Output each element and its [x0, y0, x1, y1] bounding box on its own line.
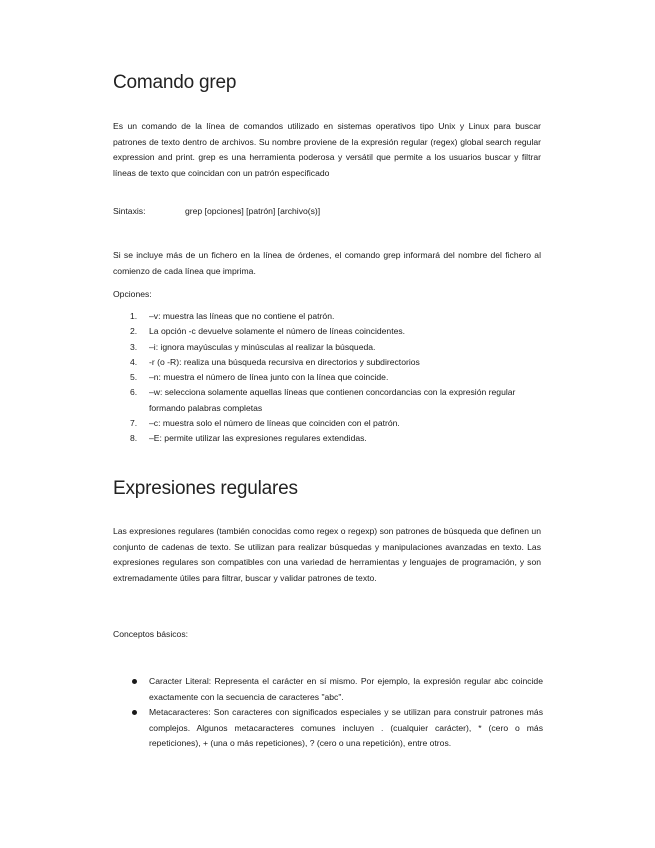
- list-item: [113, 324, 543, 339]
- bullet-icon: [132, 710, 137, 715]
- bullet-text: Metacaracteres: Son caracteres con significados especiales y se utilizan para construir patrones más complejos. Algunos metacaracteres comunes incluyen . (cualquier carácter), * (cero o más repeticiones), + (una o más repeticiones), ? (cero o una repetición), entre otros.: [149, 707, 543, 749]
- list-number: 4.: [130, 356, 138, 367]
- list-number: 6.: [130, 387, 138, 398]
- syntax-value: grep [opciones] [patrón] [archivo(s)]: [185, 206, 321, 216]
- list-item: [113, 370, 543, 385]
- list-number: 3.: [130, 341, 138, 352]
- bullet-text: Caracter Literal: Representa el carácter en sí mismo. Por ejemplo, la expresión regular abc coincide exactamente con la secuencia de caracteres "abc".: [149, 676, 543, 702]
- option-text: –n: muestra el número de línea junto con la línea que coincide.: [149, 372, 389, 383]
- list-number: 2.: [130, 326, 138, 337]
- option-text: –v: muestra las líneas que no contiene el patrón.: [149, 311, 335, 321]
- list-number: 1.: [130, 311, 138, 321]
- basics-list: [113, 674, 543, 752]
- syntax-label: Sintaxis:: [113, 206, 146, 216]
- list-item: [113, 309, 543, 324]
- section-title-regex: Expresiones regulares: [113, 478, 298, 499]
- option-text: –w: selecciona solamente aquellas líneas que contienen concordancias con la expresión regular formando palabras completas: [149, 387, 516, 413]
- list-item: [113, 385, 543, 416]
- list-item: [113, 355, 543, 370]
- options-label: Opciones:: [113, 289, 152, 299]
- regex-intro-paragraph: Las expresiones regulares (también conocidas como regex o regexp) son patrones de búsqueda que definen un conjunto de cadenas de texto. Se utilizan para realizar búsquedas y manipulaciones avanzadas en texto. Las expresiones regulares son compatibles con una variedad de herramientas y lenguajes de programación, y son extremadamente útiles para filtrar, buscar y validar patrones de texto.: [113, 526, 541, 583]
- section-title-grep: Comando grep: [113, 72, 237, 93]
- list-item: [113, 340, 543, 355]
- list-item: [113, 416, 543, 431]
- bullet-icon: [132, 679, 137, 684]
- option-text: –E: permite utilizar las expresiones regulares extendidas.: [149, 433, 367, 444]
- list-number: 7.: [130, 418, 138, 429]
- list-item: [113, 431, 543, 446]
- syntax-row: [113, 206, 321, 216]
- list-number: 8.: [130, 433, 138, 444]
- option-text: La opción -c devuelve solamente el número de líneas coincidentes.: [149, 326, 406, 337]
- list-number: 5.: [130, 372, 138, 383]
- options-list: [113, 309, 543, 447]
- option-text: –i: ignora mayúsculas y minúsculas al realizar la búsqueda.: [149, 341, 376, 352]
- option-text: –c: muestra solo el número de líneas que coinciden con el patrón.: [149, 418, 400, 429]
- option-text: -r (o -R): realiza una búsqueda recursiva en directorios y subdirectorios: [149, 356, 420, 367]
- grep-intro-paragraph: Es un comando de la línea de comandos utilizado en sistemas operativos tipo Unix y Linux para buscar patrones de texto dentro de archivos. Su nombre proviene de la expresión regular (regex) global search regular expression and print. grep es una herramienta poderosa y versátil que permite a los usuarios buscar y filtrar líneas de texto que coincidan con un patrón especificado: [113, 121, 541, 178]
- list-item: [113, 705, 543, 752]
- basics-label: Conceptos básicos:: [113, 629, 188, 639]
- list-item: [113, 674, 543, 705]
- multi-file-note: Si se incluye más de un fichero en la línea de órdenes, el comando grep informará del nombre del fichero al comienzo de cada línea que imprima.: [113, 250, 541, 276]
